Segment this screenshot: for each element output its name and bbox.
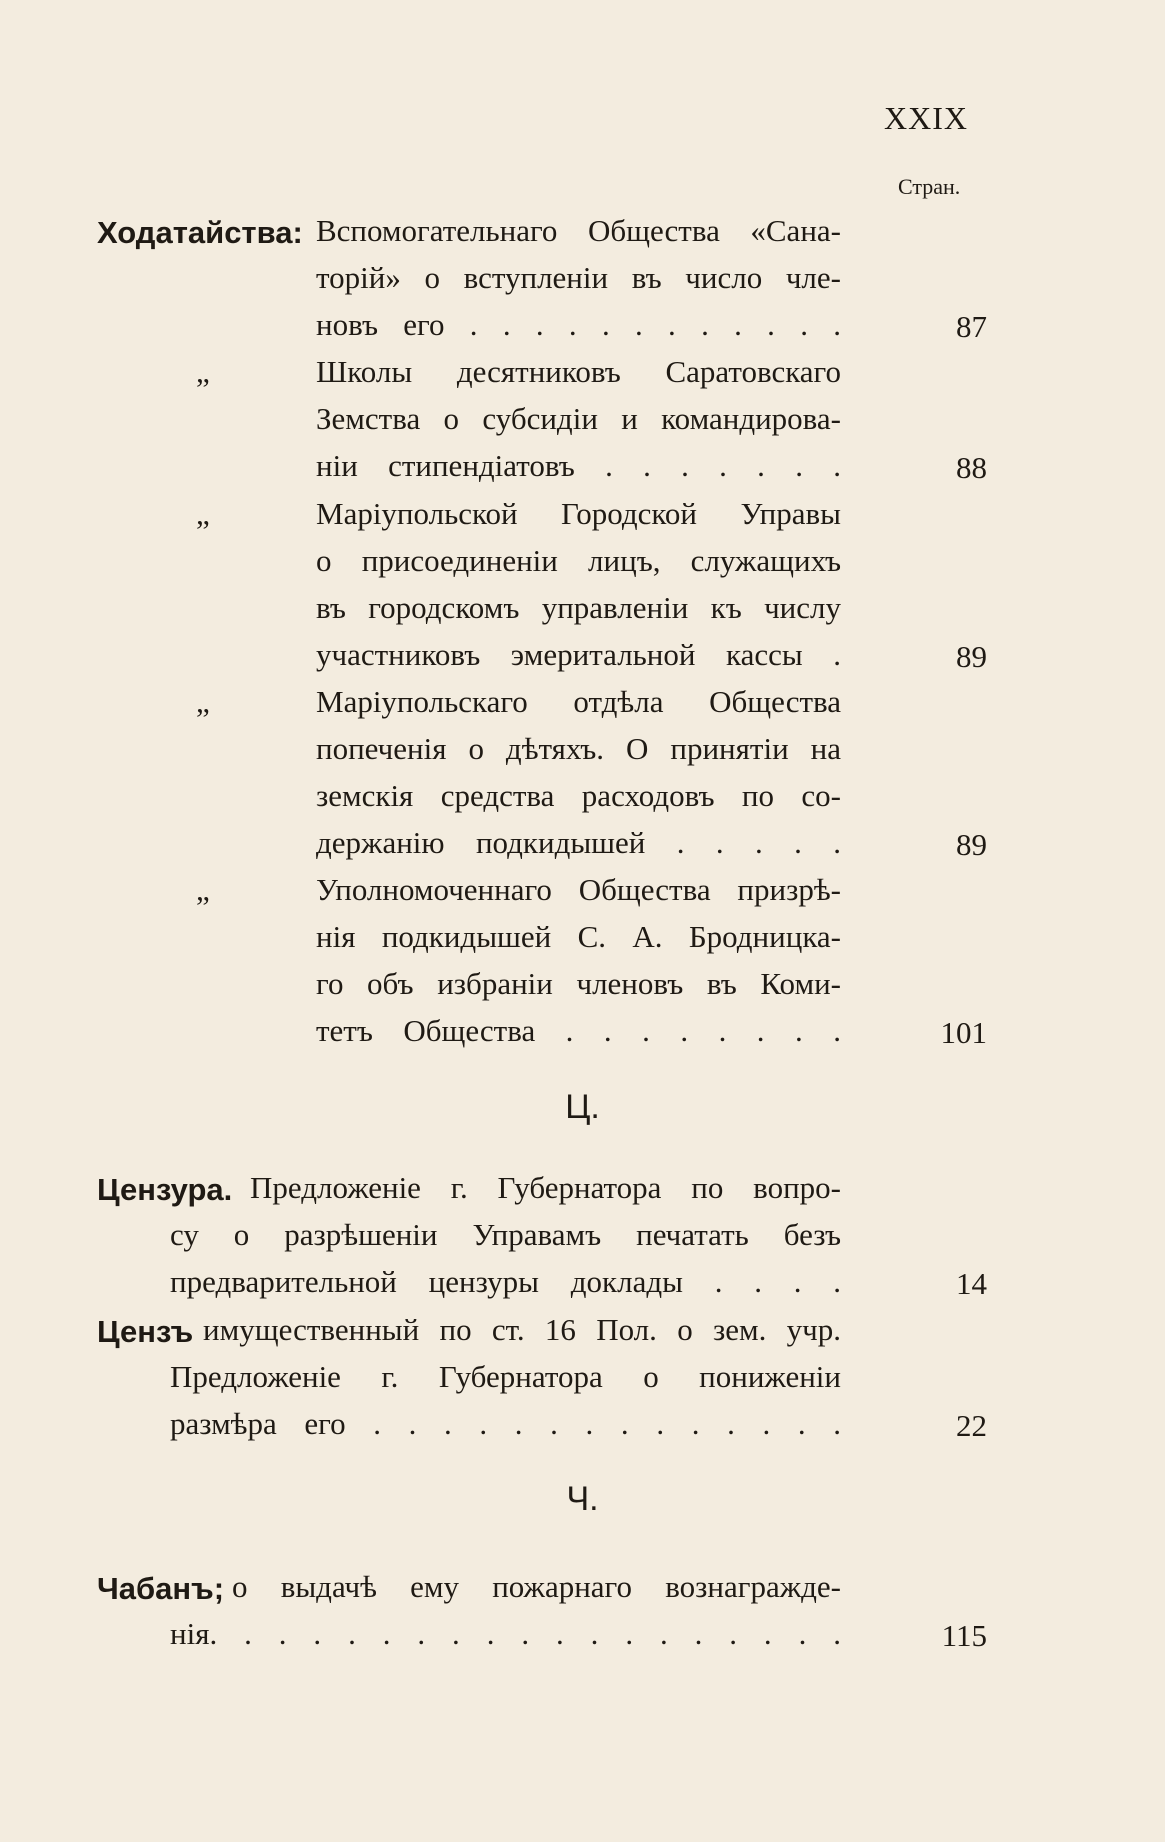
pages-column-label: Стран.	[898, 174, 961, 199]
index-entry-line: предварительной цензуры доклады . . . .	[170, 1264, 841, 1299]
ditto-mark: „	[196, 872, 210, 907]
index-entry-line: тетъ Общества . . . . . . . .	[316, 1013, 841, 1048]
page-reference: 14	[956, 1266, 987, 1301]
section-heading-tsenz: Цензъ	[97, 1314, 194, 1349]
index-entry-line: Школы десятниковъ Саратовскаго	[316, 354, 841, 389]
index-entry-line: Земства о субсидіи и командирова-	[316, 401, 841, 436]
index-entry-line: Вспомогательнаго Общества «Сана-	[316, 213, 841, 248]
index-entry-line: го объ избраніи членовъ въ Коми-	[316, 966, 841, 1001]
page-reference: 88	[956, 450, 987, 485]
index-entry-line: новъ его . . . . . . . . . . . .	[316, 307, 841, 342]
page-reference: 101	[940, 1015, 987, 1050]
index-entry-line: торій» о вступленіи въ число чле-	[316, 260, 841, 295]
index-entry-line: о присоединеніи лицъ, служащихъ	[316, 543, 841, 578]
page-reference: 22	[956, 1408, 987, 1443]
page-number: XXIX	[884, 100, 968, 136]
index-entry-line: о выдачѣ ему пожарнаго вознагражде-	[232, 1569, 841, 1604]
letter-divider-ch: Ч.	[566, 1480, 599, 1518]
ditto-mark: „	[196, 496, 210, 531]
page-reference: 87	[956, 309, 987, 344]
index-entry-line: держанію подкидышей . . . . .	[316, 825, 841, 860]
section-heading-khodataistva: Ходатайства:	[97, 215, 303, 250]
index-entry-line: нія. . . . . . . . . . . . . . . . . . .	[170, 1616, 841, 1651]
index-entry-line: въ городскомъ управленіи къ числу	[316, 590, 841, 625]
index-entry-line: Предложеніе г. Губернатора по вопро-	[250, 1170, 841, 1205]
index-entry-line: земскія средства расходовъ по со-	[316, 778, 841, 813]
index-entry-line: су о разрѣшеніи Управамъ печатать безъ	[170, 1217, 841, 1252]
index-entry-line: ніи стипендіатовъ . . . . . . .	[316, 448, 841, 483]
letter-divider-ts: Ц.	[565, 1088, 600, 1126]
index-entry-line: Предложеніе г. Губернатора о пониженіи	[170, 1359, 841, 1394]
index-entry-line: Маріупольской Городской Управы	[316, 496, 841, 531]
ditto-mark: „	[196, 354, 210, 389]
section-heading-tsenzura: Цензура.	[97, 1172, 233, 1207]
section-heading-chaban: Чабанъ;	[97, 1571, 225, 1606]
page-reference: 115	[941, 1618, 987, 1653]
index-entry-line: участниковъ эмеритальной кассы .	[316, 637, 841, 672]
index-entry-line: Уполномоченнаго Общества призрѣ-	[316, 872, 841, 907]
index-entry-line: Маріупольскаго отдѣла Общества	[316, 684, 841, 719]
index-entry-line: попеченія о дѣтяхъ. О принятіи на	[316, 731, 841, 766]
index-entry-line: размѣра его . . . . . . . . . . . . . .	[170, 1406, 841, 1441]
page-reference: 89	[956, 827, 987, 862]
ditto-mark: „	[196, 684, 210, 719]
index-entry-line: нія подкидышей С. А. Бродницка-	[316, 919, 841, 954]
page-reference: 89	[956, 639, 987, 674]
index-entry-line: имущественный по ст. 16 Пол. о зем. учр.	[203, 1312, 841, 1347]
